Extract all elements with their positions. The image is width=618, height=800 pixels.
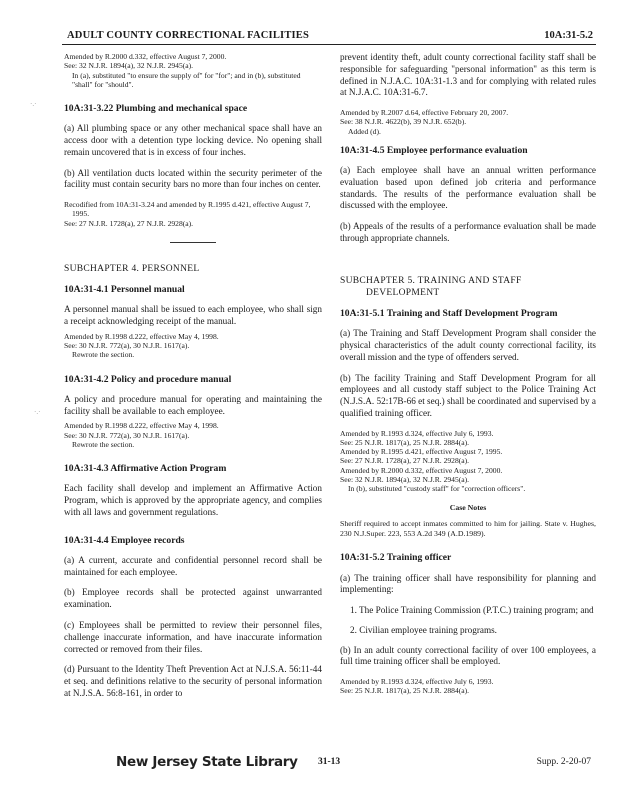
section-divider — [170, 242, 216, 243]
paragraph: (b) Appeals of the results of a performance evaluation shall be made through appropriate channels. — [340, 221, 596, 243]
history-note: Amended by R.1993 d.324, effective July 6, 1993. See: 25 N.J.R. 1817(a), 25 N.J.R. 2884(a). — [340, 677, 494, 696]
case-notes-heading: Case Notes — [449, 503, 487, 513]
paragraph: (b) The facility Training and Staff Development Program for all employees and all custody staff subject to the Police Training Act (N.J.S.A. 52:17B-66 et seq.) shall be coordinated and supervised by a qualified training officer. — [340, 372, 596, 418]
paragraph: (b) All ventilation ducts located within the security perimeter of the facility must contain security bars no more than four inches on center. — [64, 167, 322, 190]
list-item: 1. The Police Training Commission (P.T.C.) training program; and — [350, 605, 594, 616]
history-note: Amended by R.2000 d.332, effective August 7, 2000. See: 32 N.J.R. 1894(a), 32 N.J.R. 2945(a). In (a), substituted "to ensure the supply of" for "for"; and in (b), substituted "shall" for "should". — [64, 52, 301, 89]
paragraph: (b) Employee records shall be protected against unwarranted examination. — [64, 587, 322, 610]
section-heading: 10A:31-4.4 Employee records — [64, 534, 185, 546]
section-heading: 10A:31-4.1 Personnel manual — [64, 284, 185, 295]
section-heading: 10A:31-5.1 Training and Staff Development Program — [340, 307, 558, 319]
running-header-title: ADULT COUNTY CORRECTIONAL FACILITIES — [67, 30, 310, 41]
page-number: 31-13 — [318, 757, 341, 767]
paragraph: (a) The Training and Staff Development Program shall consider the physical characteristics of the adult county correctional facility, its overall mission and the type of offenders served. — [340, 328, 596, 362]
section-heading: 10A:31-4.5 Employee performance evaluation — [340, 144, 528, 156]
supplement-date: Supp. 2-20-07 — [536, 757, 591, 767]
paragraph: Each facility shall develop and implement an Affirmative Action Program, which is approved by the appropriate agency, and complies with all laws and government regulations. — [64, 483, 322, 517]
paragraph: (c) Employees shall be permitted to review their personnel files, challenge inaccurate information, and have inaccurate information corrected or removed from their files. — [64, 619, 322, 654]
case-note: Sheriff required to accept inmates committed to him for jailing. State v. Hughes, 230 N.J.Super. 223, 553 A.2d 349 (A.D.1989). — [340, 519, 596, 538]
library-watermark: New Jersey State Library — [116, 754, 298, 770]
right-column — [340, 52, 596, 698]
section-heading: 10A:31-4.3 Affirmative Action Program — [64, 463, 227, 475]
history-note: Recodified from 10A:31-3.24 and amended by R.1995 d.421, effective August 7, 1995. See: 27 N.J.R. 1728(a), 27 N.J.R. 2928(a). — [64, 200, 311, 228]
history-note: Amended by R.1993 d.324, effective July 6, 1993. See: 25 N.J.R. 1817(a), 25 N.J.R. 2884(a). Amended by R.1995 d.421, effective August 7, 1995. See: 27 N.J.R. 1728(a), 27 N.J.R. 2928(a). Amended by R.2000 d.332, effective August 7, 2000. See: 32 N.J.R. 1894(a), 32 N.J.R. 2945(a). In (b), substituted "custody staff" for "correction officers". — [340, 428, 526, 494]
paragraph: prevent identity theft, adult county correctional facility staff shall be responsible for safeguarding "personal information" as this term is defined in N.J.A.C. 10A:31-1.3 and for complying with related rules at N.J.A.C. 10A:31-6.7. — [340, 52, 596, 98]
header-rule — [62, 44, 596, 45]
subchapter-heading: SUBCHAPTER 5. TRAINING AND STAFF DEVELOPMENT — [340, 275, 522, 298]
history-note: Amended by R.1998 d.222, effective May 4, 1998. See: 30 N.J.R. 772(a), 30 N.J.R. 1617(a). Rewrote the section. — [64, 331, 219, 360]
subchapter-heading: SUBCHAPTER 4. PERSONNEL — [64, 263, 200, 274]
paragraph: A personnel manual shall be issued to each employee, who shall sign a receipt acknowledging receipt of the manual. — [64, 304, 322, 327]
left-column — [64, 52, 322, 709]
scan-mark: ·.· — [34, 408, 41, 416]
section-heading: 10A:31-4.2 Policy and procedure manual — [64, 373, 232, 385]
paragraph: (b) In an adult county correctional facility of over 100 employees, a full time training officer shall be employed. — [340, 644, 596, 667]
section-heading: 10A:31-5.2 Training officer — [340, 552, 452, 564]
paragraph: (a) A current, accurate and confidential personnel record shall be maintained for each employee. — [64, 554, 322, 577]
paragraph: (a) Each employee shall have an annual written performance evaluation based upon defined job criteria and performance standards. The results of the performance evaluation shall be discussed with the employee. — [340, 165, 596, 211]
paragraph: (a) The training officer shall have responsibility for planning and implementing: — [340, 572, 596, 595]
paragraph: (d) Pursuant to the Identity Theft Prevention Act at N.J.S.A. 56:11-44 et seq. and definitions relative to the security of personal information at N.J.S.A. 56:8-161, in order to — [64, 664, 322, 698]
scan-mark: ·.· — [30, 100, 37, 108]
list-item: 2. Civilian employee training programs. — [350, 624, 497, 635]
history-note: Amended by R.2007 d.64, effective February 20, 2007. See: 38 N.J.R. 4622(b), 39 N.J.R. 652(b). Added (d). — [340, 108, 509, 136]
paragraph: (a) All plumbing space or any other mechanical space shall have an access door with a detention type locking device. No opening shall remain uncovered that is in excess of four inches. — [64, 123, 322, 157]
history-note: Amended by R.1998 d.222, effective May 4, 1998. See: 30 N.J.R. 772(a), 30 N.J.R. 1617(a). Rewrote the section. — [64, 421, 219, 449]
section-heading: 10A:31-3.22 Plumbing and mechanical space — [64, 103, 248, 114]
paragraph: A policy and procedure manual for operating and maintaining the facility shall be available to each employee. — [64, 393, 322, 416]
running-header-code: 10A:31-5.2 — [544, 30, 593, 41]
